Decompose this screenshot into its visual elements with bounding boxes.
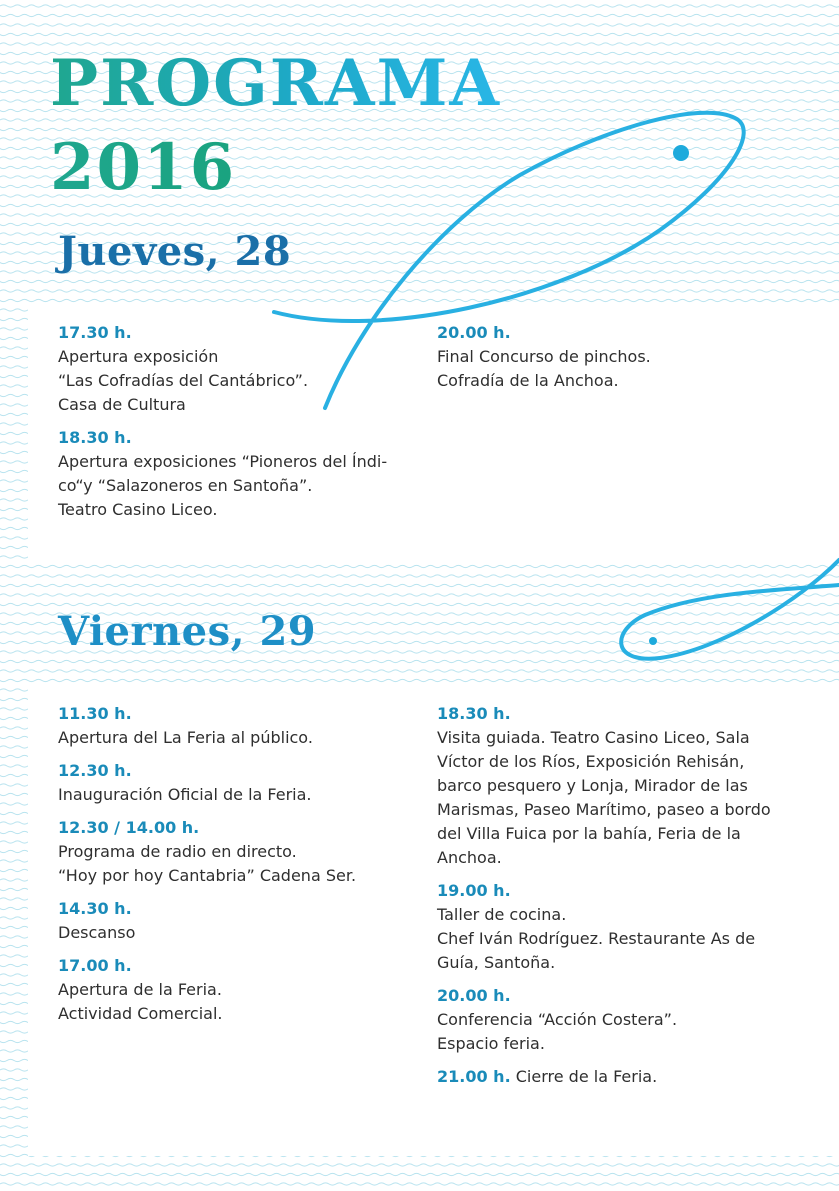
event-item xyxy=(58,321,408,417)
wave-line xyxy=(0,594,839,596)
event-item xyxy=(437,1065,817,1089)
wave-line xyxy=(0,5,839,7)
event-item xyxy=(437,984,817,1056)
event-time: 19.00 h. xyxy=(437,881,511,900)
program-year: 2016 xyxy=(50,130,237,205)
wave-line xyxy=(0,603,839,605)
wave-line xyxy=(0,299,839,301)
wave-line xyxy=(0,679,839,681)
event-description: Apertura de la Feria. Actividad Comercial. xyxy=(58,980,223,1023)
event-time: 14.30 h. xyxy=(58,899,132,918)
event-description: Programa de radio en directo. “Hoy por hoy Cantabria” Cadena Ser. xyxy=(58,842,357,885)
program-title: PROGRAMA xyxy=(50,46,502,121)
event-time: 18.30 h. xyxy=(437,704,511,723)
wave-line xyxy=(0,565,839,567)
wave-line xyxy=(0,660,839,662)
event-description: Final Concurso de pinchos. Cofradía de la Anchoa. xyxy=(437,347,651,390)
wave-line xyxy=(0,280,839,282)
wave-line xyxy=(0,43,839,45)
event-item xyxy=(437,879,817,975)
event-time: 18.30 h. xyxy=(58,428,132,447)
event-time: 20.00 h. xyxy=(437,986,511,1005)
event-description: Descanso xyxy=(58,923,136,942)
event-description: Inauguración Oficial de la Feria. xyxy=(58,785,312,804)
event-time: 12.30 / 14.00 h. xyxy=(58,818,200,837)
event-description: Conferencia “Acción Costera”. Espacio feria. xyxy=(437,1010,678,1053)
wave-line xyxy=(0,584,839,586)
wave-line xyxy=(0,14,839,16)
thursday-right-column xyxy=(437,321,787,402)
event-item xyxy=(58,816,408,888)
event-description: Visita guiada. Teatro Casino Liceo, Sala Víctor de los Ríos, Exposición Rehisán, barco pesquero y Lonja, Mirador de las Marismas, Paseo Marítimo, paseo a bordo del Villa Fuica por la bahía, Feria de la Anchoa. xyxy=(437,728,771,867)
friday-schedule-panel xyxy=(28,686,839,1156)
friday-right-column xyxy=(437,702,817,1098)
day-heading-friday: Viernes, 29 xyxy=(58,608,317,655)
event-time: 17.00 h. xyxy=(58,956,132,975)
event-item xyxy=(58,759,408,807)
wave-line xyxy=(0,214,839,216)
wave-line xyxy=(0,33,839,35)
event-description: Taller de cocina. Chef Iván Rodríguez. Restaurante As de Guía, Santoña. xyxy=(437,905,756,972)
wave-line xyxy=(0,575,839,577)
wave-line xyxy=(0,24,839,26)
event-item xyxy=(437,702,817,870)
event-description: Apertura exposición “Las Cofradías del Cantábrico”. Casa de Cultura xyxy=(58,347,309,414)
wave-line xyxy=(0,223,839,225)
event-description: Apertura del La Feria al público. xyxy=(58,728,313,747)
wave-line xyxy=(0,1173,839,1175)
event-time: 17.30 h. xyxy=(58,323,132,342)
friday-left-column xyxy=(58,702,408,1035)
event-item xyxy=(58,897,408,945)
event-time: 20.00 h. xyxy=(437,323,511,342)
wave-line xyxy=(0,290,839,292)
event-item xyxy=(58,954,408,1026)
event-item xyxy=(58,702,408,750)
event-time: 21.00 h. xyxy=(437,1067,511,1086)
event-description: Apertura exposiciones “Pioneros del Índi- co“y “Salazoneros en Santoña”. Teatro Casino Liceo. xyxy=(58,452,388,519)
event-item xyxy=(437,321,787,393)
event-item xyxy=(58,426,408,522)
thursday-left-column xyxy=(58,321,408,531)
event-time: 12.30 h. xyxy=(58,761,132,780)
wave-line xyxy=(0,1183,839,1185)
event-description: Cierre de la Feria. xyxy=(515,1067,658,1086)
event-time: 11.30 h. xyxy=(58,704,132,723)
wave-line xyxy=(0,1164,839,1166)
day-heading-thursday: Jueves, 28 xyxy=(58,228,292,275)
wave-line xyxy=(0,670,839,672)
thursday-schedule-panel xyxy=(28,303,839,561)
